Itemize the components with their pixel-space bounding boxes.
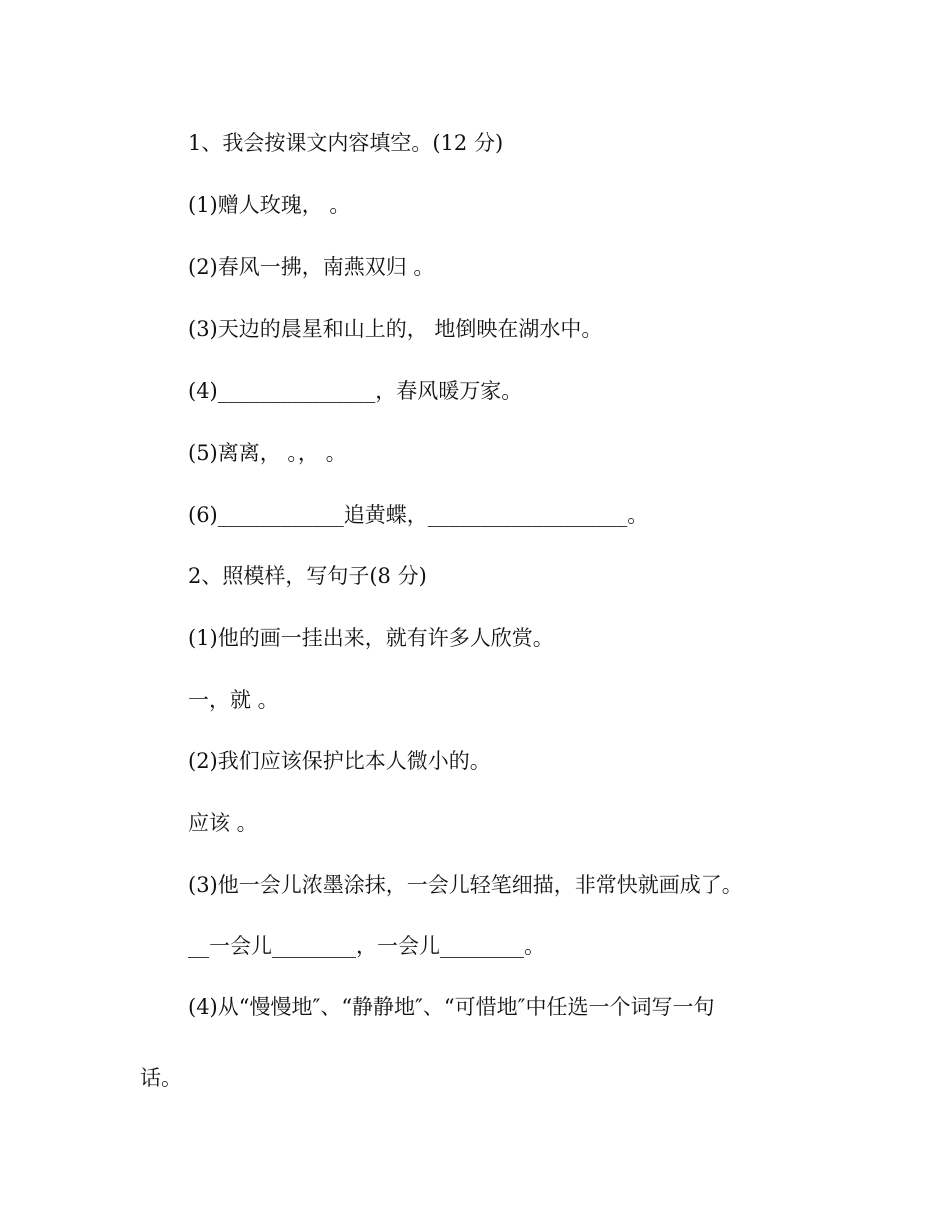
question-2-answer-3: __一会儿________，一会儿________。 [188,934,545,958]
question-1-item-5: (5)离离， 。， 。 [188,441,347,465]
question-2-answer-2: 应该 。 [188,811,258,835]
question-2-example-1: (1)他的画一挂出来，就有许多人欣赏。 [188,626,554,650]
question-2-answer-1: 一，就 。 [188,688,279,712]
question-1-item-4: (4)_______________，春风暖万家。 [188,379,523,403]
question-2-example-3: (3)他一会儿浓墨涂抹，一会儿轻笔细描，非常快就画成了。 [188,873,743,897]
question-2-example-2: (2)我们应该保护比本人微小的。 [188,749,491,773]
question-1-item-6: (6)____________追黄蝶，___________________。 [188,503,649,527]
question-2-example-4-continued: 话。 [140,1066,182,1090]
question-1-item-2: (2)春风一拂，南燕双归 。 [188,255,435,279]
question-1-item-1: (1)赠人玫瑰， 。 [188,193,351,217]
question-2-heading: 2、照模样，写句子(8 分) [188,564,427,588]
question-1-item-3: (3)天边的晨星和山上的， 地倒映在湖水中。 [188,317,603,341]
question-2-example-4: (4)从“慢慢地″、“静静地″、“可惜地″中任选一个词写一句 [188,995,715,1019]
question-1-heading: 1、我会按课文内容填空。(12 分) [188,131,504,155]
